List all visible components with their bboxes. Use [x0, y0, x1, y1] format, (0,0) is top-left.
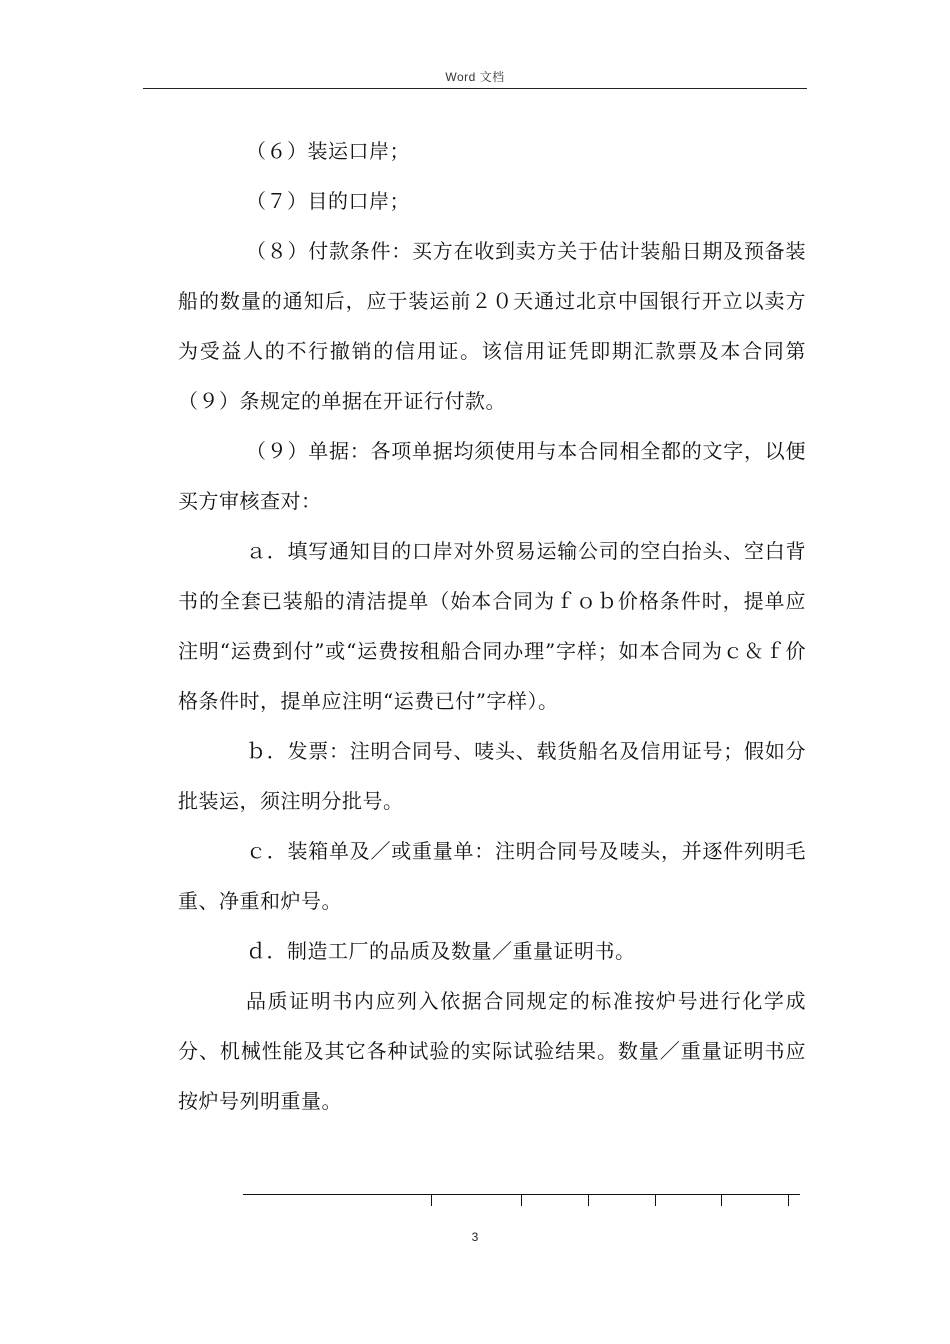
footer-tick — [721, 1194, 722, 1206]
footer-tick — [655, 1194, 656, 1206]
paragraph-item-c: ｃ．装箱单及／或重量单：注明合同号及唛头，并逐件列明毛重、净重和炉号。 — [178, 839, 806, 913]
page-number: 3 — [471, 1230, 479, 1244]
paragraph-item-d: ｄ．制造工厂的品质及数量／重量证明书。 — [246, 939, 636, 963]
header-divider — [143, 88, 807, 89]
document-body — [178, 126, 806, 1126]
paragraph-documents: （９）单据：各项单据均须使用与本合同相全都的文字，以便买方审核查对： — [178, 439, 806, 513]
paragraph-payment-terms: （８）付款条件：买方在收到卖方关于估计装船日期及预备装船的数量的通知后，应于装运前２０天通过北京中国银行开立以卖方为受益人的不行撤销的信用证。该信用证凭即期汇款票及本合同第（９）条规定的单据在开证行付款。 — [178, 239, 806, 413]
paragraph-quality-certificate: 品质证明书内应列入依据合同规定的标准按炉号进行化学成分、机械性能及其它各种试验的实际试验结果。数量／重量证明书应按炉号列明重量。 — [178, 989, 806, 1113]
footer-tick — [788, 1194, 789, 1206]
footer-tick — [588, 1194, 589, 1206]
page-header-title: Word 文档 — [445, 70, 505, 84]
footer-tick — [431, 1194, 432, 1206]
paragraph-shipping-port: （６）装运口岸； — [246, 139, 410, 163]
paragraph-destination-port: （７）目的口岸； — [246, 189, 410, 213]
paragraph-item-a: ａ．填写通知目的口岸对外贸易运输公司的空白抬头、空白背书的全套已装船的清洁提单（始本合同为ｆｏｂ价格条件时，提单应注明“运费到付”或“运费按租船合同办理”字样；如本合同为ｃ＆ｆ价格条件时，提单应注明“运费已付”字样）。 — [178, 539, 806, 713]
footer-tick — [521, 1194, 522, 1206]
paragraph-item-b: ｂ．发票：注明合同号、唛头、载货船名及信用证号；假如分批装运，须注明分批号。 — [178, 739, 806, 813]
